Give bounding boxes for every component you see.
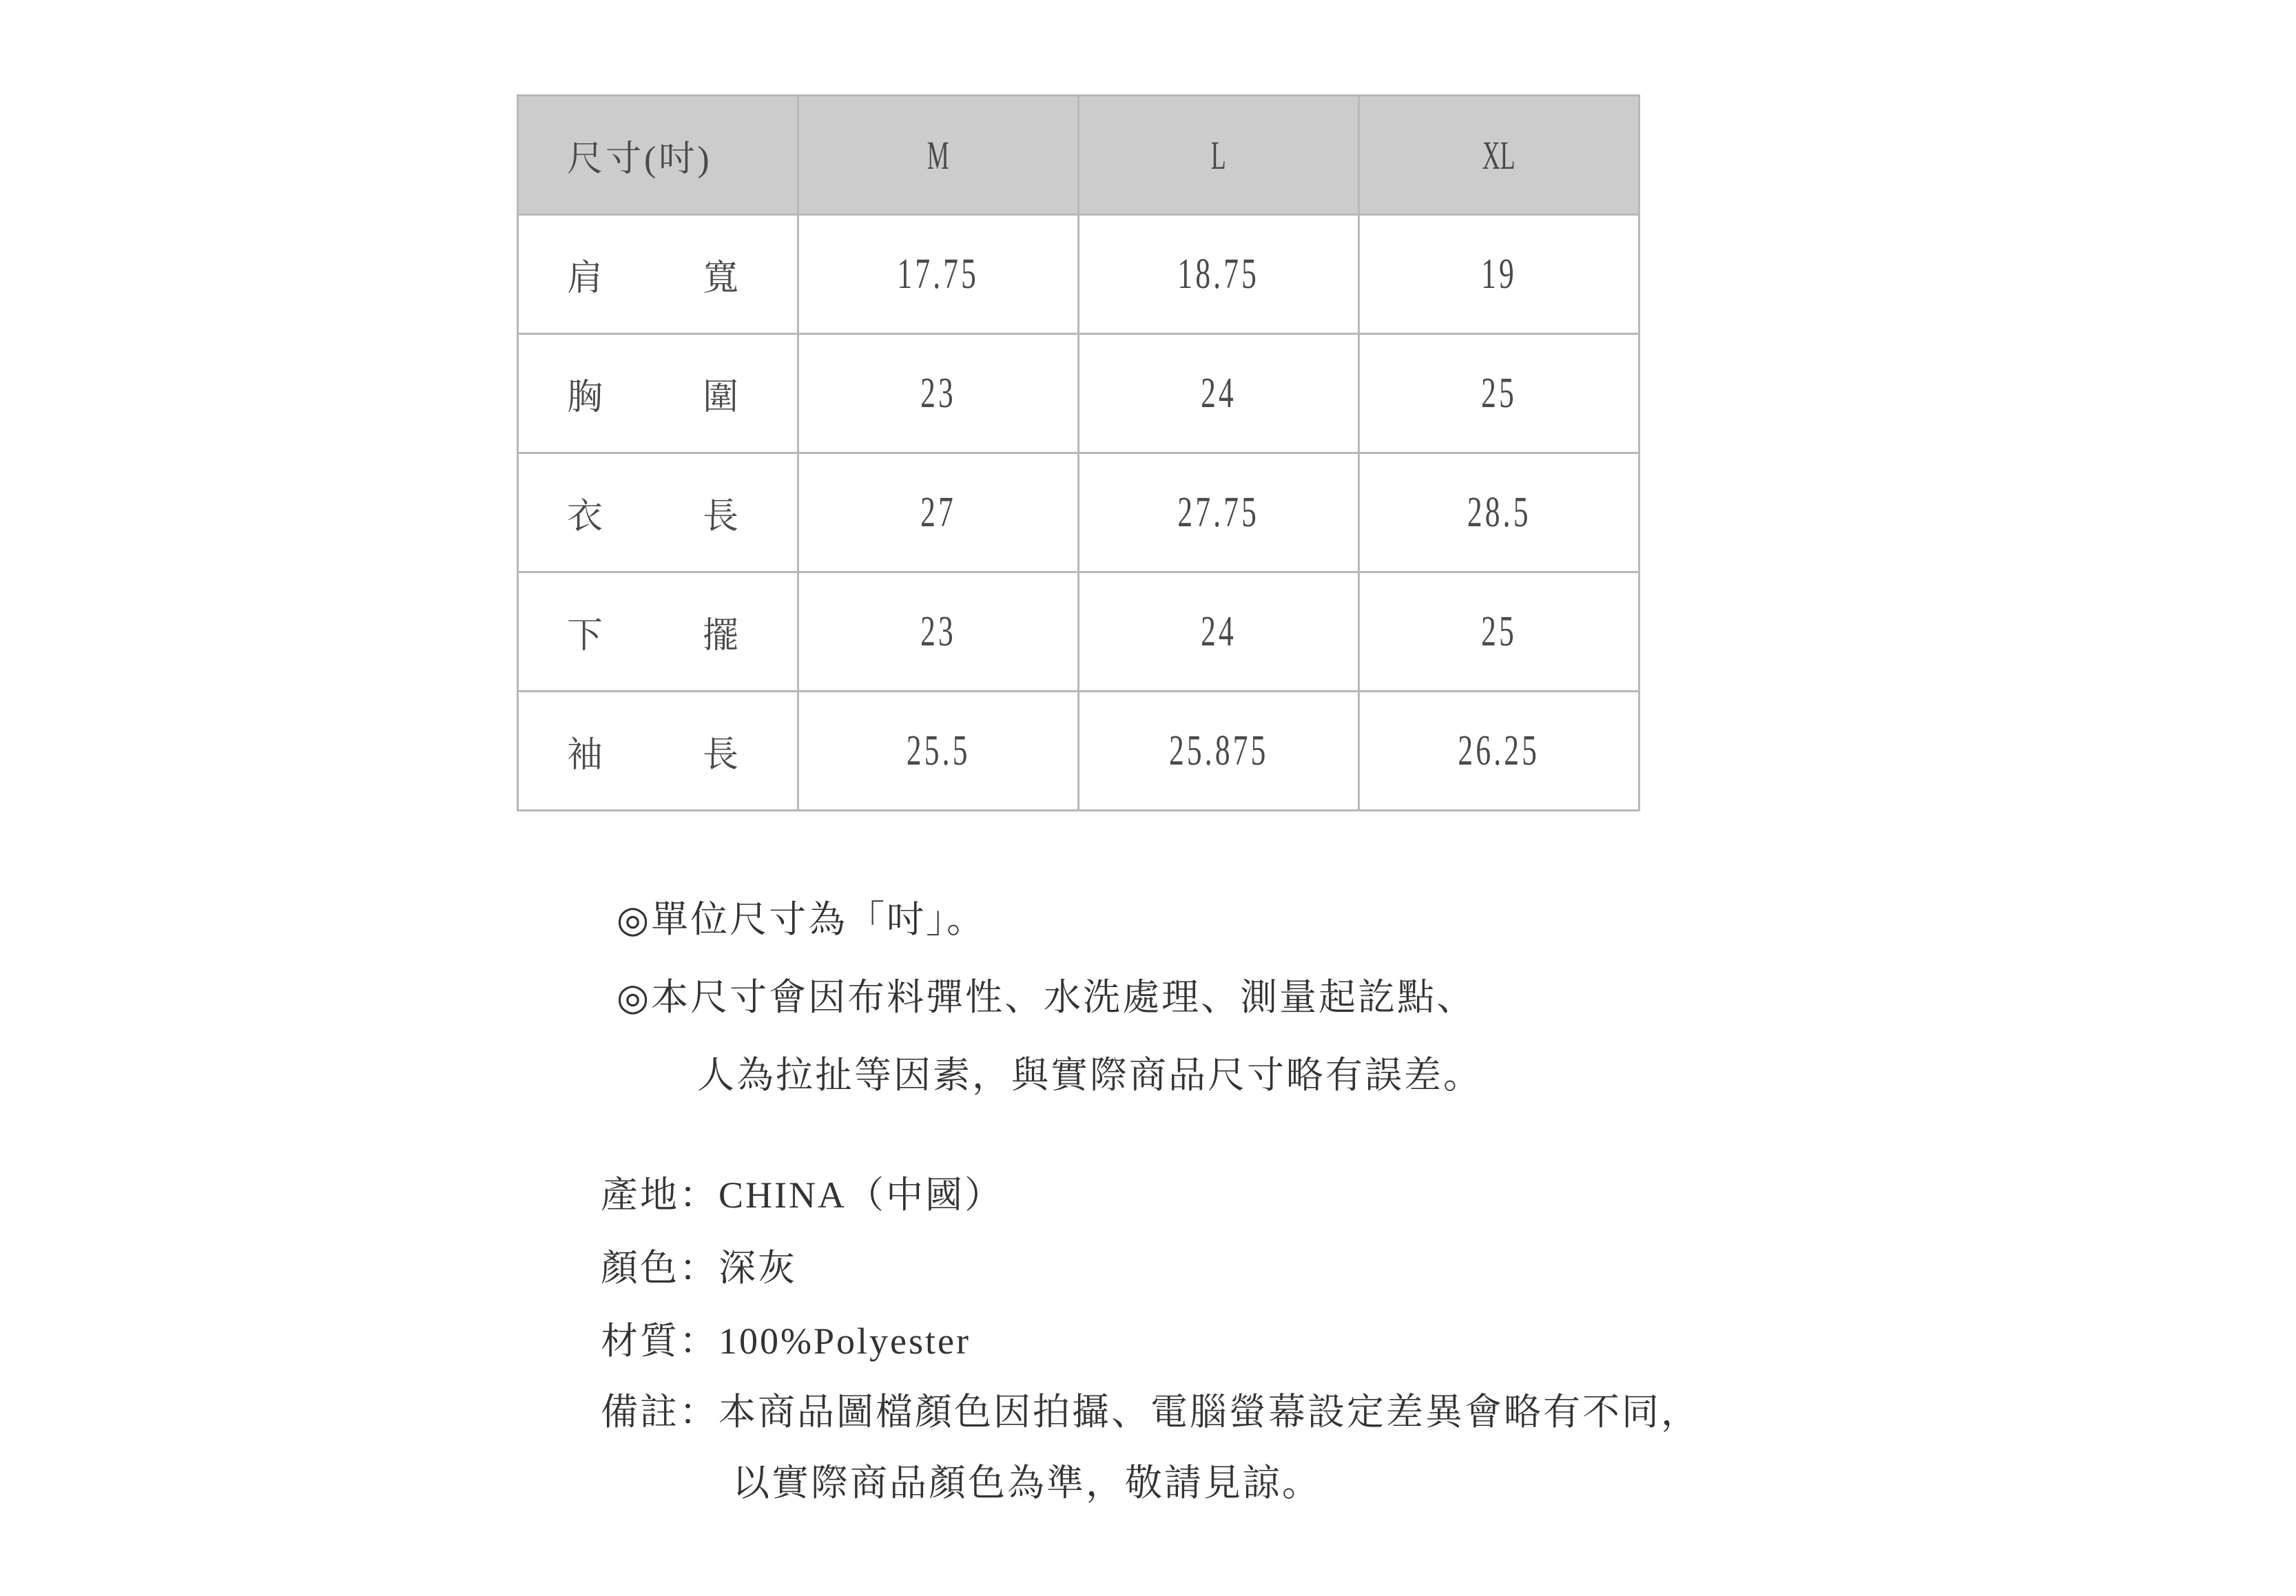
- cell-l: 24: [1079, 334, 1359, 453]
- cell-m: 23: [798, 572, 1079, 692]
- note-unit: ◎單位尺寸為「吋」。: [617, 898, 986, 941]
- spec-remark-value-line2: 以實際商品顏色為準，敬請見諒。: [732, 1461, 1321, 1504]
- spec-color-value: 深灰: [718, 1246, 797, 1289]
- cell-xl: 19: [1359, 215, 1640, 334]
- row-label-right: 寬: [702, 258, 738, 298]
- note-disclaimer-line1: ◎本尺寸會因布料彈性、水洗處理、測量起訖點、: [617, 975, 1476, 1019]
- row-label-left: 胸: [567, 377, 603, 417]
- row-label-right: 長: [702, 497, 738, 537]
- row-label: [518, 215, 798, 334]
- cell-l: 24: [1079, 572, 1359, 692]
- row-label: [518, 453, 798, 572]
- row-label: [518, 692, 798, 811]
- row-label-left: 下: [567, 616, 603, 656]
- size-chart-table: [517, 94, 1640, 811]
- table-row-hem: [518, 572, 1640, 692]
- cell-l: 25.875: [1079, 692, 1359, 811]
- spec-remark-label: 備註：: [601, 1390, 718, 1433]
- row-label-right: 擺: [702, 616, 738, 656]
- table-row-length: [518, 453, 1640, 572]
- header-size-l: L: [1079, 96, 1359, 215]
- spec-origin: [601, 1165, 1004, 1219]
- note-disclaimer-line2: 人為拉扯等因素，與實際商品尺寸略有誤差。: [697, 1053, 1482, 1097]
- header-size-xl: XL: [1359, 96, 1640, 215]
- row-label-right: 圍: [702, 377, 738, 417]
- row-label: [518, 334, 798, 453]
- table-row-shoulder-width: [518, 215, 1640, 334]
- spec-origin-label: 產地：: [601, 1173, 718, 1216]
- table-header-row: [518, 96, 1640, 215]
- header-size-unit: 尺寸(吋): [518, 96, 798, 215]
- cell-l: 18.75: [1079, 215, 1359, 334]
- spec-color-label: 顏色：: [601, 1246, 718, 1289]
- spec-material-value: 100%Polyester: [718, 1320, 971, 1362]
- cell-m: 25.5: [798, 692, 1079, 811]
- cell-l: 27.75: [1079, 453, 1359, 572]
- spec-origin-value: CHINA（中國）: [718, 1174, 1004, 1216]
- table-row-sleeve-length: [518, 692, 1640, 811]
- row-label-left: 袖: [567, 735, 603, 775]
- row-label: [518, 572, 798, 692]
- spec-remark-value-line1: 本商品圖檔顏色因拍攝、電腦螢幕設定差異會略有不同，: [718, 1390, 1700, 1433]
- row-label-left: 肩: [567, 258, 603, 298]
- cell-xl: 26.25: [1359, 692, 1640, 811]
- row-label-left: 衣: [567, 497, 603, 537]
- cell-xl: 28.5: [1359, 453, 1640, 572]
- cell-xl: 25: [1359, 334, 1640, 453]
- spec-material-label: 材質：: [601, 1319, 718, 1362]
- spec-color: [601, 1239, 797, 1292]
- cell-m: 17.75: [798, 215, 1079, 334]
- spec-remark-continuation: [732, 1453, 1321, 1506]
- spec-remark: [601, 1382, 1700, 1436]
- row-label-right: 長: [702, 735, 738, 775]
- header-size-m: M: [798, 96, 1079, 215]
- cell-m: 27: [798, 453, 1079, 572]
- table-row-chest: [518, 334, 1640, 453]
- cell-m: 23: [798, 334, 1079, 453]
- spec-material: [601, 1312, 971, 1365]
- cell-xl: 25: [1359, 572, 1640, 692]
